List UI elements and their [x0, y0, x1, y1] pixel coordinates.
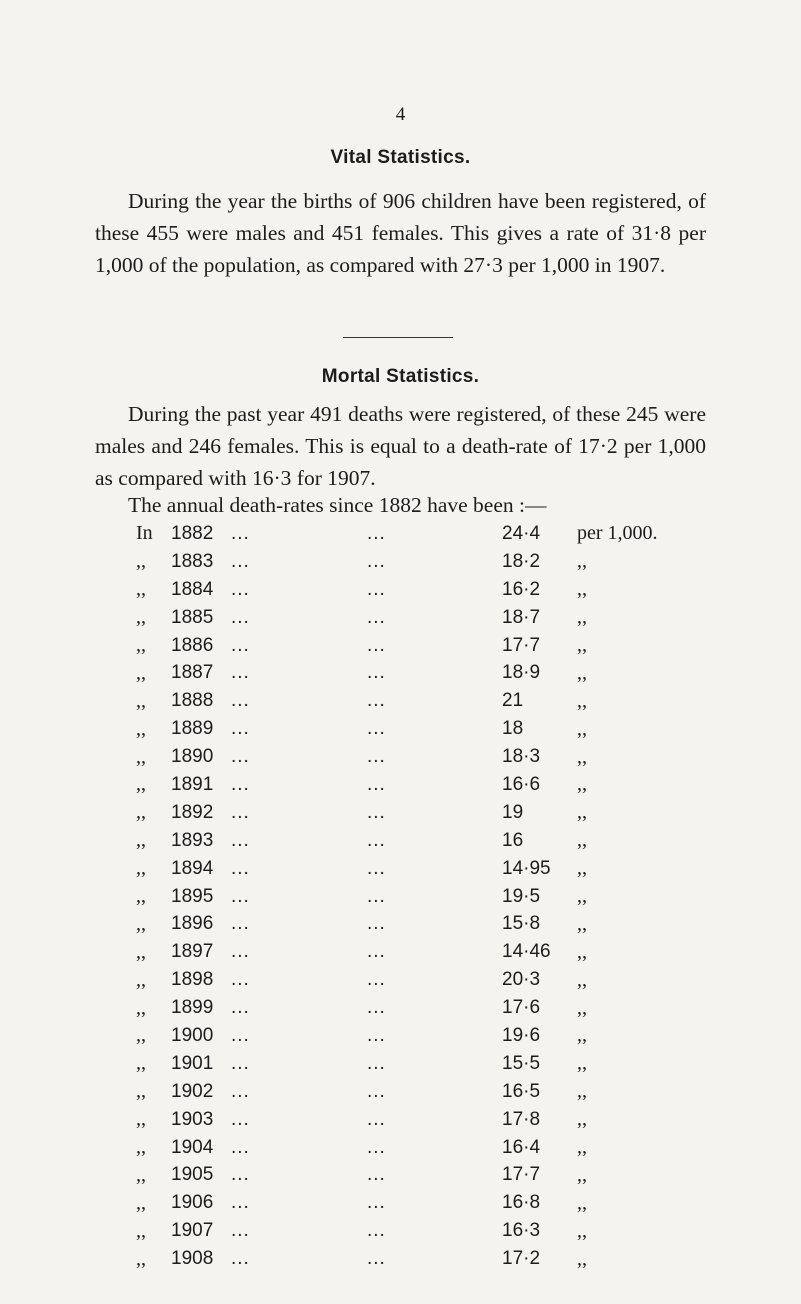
unit-cell: ,,: [577, 578, 587, 601]
row-prefix: ,,: [136, 1024, 146, 1047]
leader-dots: ...: [367, 1108, 386, 1130]
year-cell: 1882: [171, 522, 214, 544]
year-cell: 1908: [171, 1248, 214, 1270]
rate-cell: 17·8: [502, 1108, 541, 1130]
unit-cell: ,,: [577, 689, 587, 712]
table-row: [136, 1217, 658, 1245]
year-cell: 1905: [171, 1164, 214, 1186]
table-row: [136, 994, 658, 1022]
year-cell: 1898: [171, 969, 214, 991]
leader-dots: ...: [231, 997, 250, 1019]
table-row: [136, 883, 658, 911]
rate-cell: 16·5: [502, 1080, 541, 1102]
table-row: [136, 604, 658, 632]
rate-cell: 18·7: [502, 606, 541, 628]
unit-cell: ,,: [577, 1247, 587, 1270]
row-prefix: ,,: [136, 829, 146, 852]
rate-cell: 21: [502, 690, 524, 712]
unit-cell: ,,: [577, 1024, 587, 1047]
mortal-statistics-heading: Mortal Statistics.: [321, 366, 480, 387]
leader-dots: ...: [367, 941, 386, 963]
table-row: [136, 548, 658, 576]
row-prefix: ,,: [136, 996, 146, 1019]
unit-cell: ,,: [577, 634, 587, 656]
leader-dots: ...: [231, 1192, 250, 1214]
year-cell: 1892: [171, 801, 214, 823]
leader-dots: ...: [231, 690, 250, 712]
table-row: [136, 632, 658, 660]
unit-cell: ,,: [577, 885, 587, 908]
leader-dots: ...: [367, 690, 386, 712]
year-cell: 1890: [171, 746, 214, 768]
year-cell: 1886: [171, 634, 214, 656]
row-prefix: ,,: [136, 885, 146, 908]
leader-dots: ...: [367, 1248, 386, 1270]
unit-cell: ,,: [577, 1052, 587, 1075]
rate-cell: 14·95: [502, 857, 551, 879]
leader-dots: ...: [231, 718, 250, 740]
row-prefix: ,,: [136, 1219, 146, 1242]
year-cell: 1907: [171, 1220, 214, 1242]
leader-dots: ...: [367, 522, 386, 544]
row-prefix: ,,: [136, 968, 146, 991]
table-row: [136, 1022, 658, 1050]
rate-cell: 15·5: [502, 1052, 541, 1074]
leader-dots: ...: [231, 913, 250, 935]
table-row: [136, 576, 658, 604]
table-row: [136, 1189, 658, 1217]
row-prefix: ,,: [136, 634, 146, 656]
leader-dots: ...: [367, 746, 386, 768]
rate-cell: 14·46: [502, 941, 551, 963]
row-prefix: ,,: [136, 550, 146, 573]
unit-cell: ,,: [577, 661, 587, 684]
table-row: [136, 1134, 658, 1162]
leader-dots: ...: [367, 578, 386, 600]
year-cell: 1900: [171, 1024, 214, 1046]
year-cell: 1885: [171, 606, 214, 628]
leader-dots: ...: [231, 746, 250, 768]
leader-dots: ...: [231, 969, 250, 991]
year-cell: 1906: [171, 1192, 214, 1214]
table-row: [136, 966, 658, 994]
table-row: [136, 938, 658, 966]
unit-cell: ,,: [577, 1080, 587, 1103]
leader-dots: ...: [231, 662, 250, 684]
leader-dots: ...: [231, 1024, 250, 1046]
leader-dots: ...: [231, 522, 250, 544]
leader-dots: ...: [231, 857, 250, 879]
leader-dots: ...: [231, 885, 250, 907]
table-row: [136, 1078, 658, 1106]
leader-dots: ...: [367, 913, 386, 935]
rate-cell: 18·3: [502, 746, 541, 768]
leader-dots: ...: [231, 634, 250, 656]
rate-cell: 19: [502, 801, 524, 823]
leader-dots: ...: [367, 1080, 386, 1102]
row-prefix: ,,: [136, 745, 146, 768]
unit-cell: ,,: [577, 912, 587, 935]
leader-dots: ...: [367, 773, 386, 795]
year-cell: 1891: [171, 773, 214, 795]
rate-cell: 17·2: [502, 1248, 541, 1270]
row-prefix: ,,: [136, 1080, 146, 1103]
leader-dots: ...: [231, 801, 250, 823]
leader-dots: ...: [231, 1164, 250, 1186]
unit-cell: ,,: [577, 829, 587, 852]
year-cell: 1903: [171, 1108, 214, 1130]
leader-dots: ...: [367, 997, 386, 1019]
vital-statistics-paragraph: During the year the births of 906 children have been registered, of these 455 were males and 451 females. This gives a rate of 31·8 per 1,000 of the population, as compared with 27·3 per 1,000 in 1907.: [95, 189, 706, 277]
rate-cell: 16·2: [502, 578, 541, 600]
unit-cell: ,,: [577, 996, 587, 1019]
unit-cell: per 1,000.: [577, 522, 658, 545]
leader-dots: ...: [231, 1052, 250, 1074]
rate-cell: 17·6: [502, 997, 541, 1019]
leader-dots: ...: [231, 1108, 250, 1130]
leader-dots: ...: [367, 1192, 386, 1214]
unit-cell: ,,: [577, 1191, 587, 1214]
unit-cell: ,,: [577, 801, 587, 824]
rate-cell: 20·3: [502, 969, 541, 991]
row-prefix: ,,: [136, 1163, 146, 1186]
unit-cell: ,,: [577, 717, 587, 740]
rate-cell: 24·4: [502, 522, 541, 544]
unit-cell: ,,: [577, 1219, 587, 1242]
year-cell: 1893: [171, 829, 214, 851]
table-row: [136, 910, 658, 938]
leader-dots: ...: [231, 550, 250, 572]
vital-statistics-heading: Vital Statistics.: [330, 147, 471, 168]
unit-cell: ,,: [577, 550, 587, 573]
rate-cell: 16·8: [502, 1192, 541, 1214]
section-divider: [343, 337, 453, 338]
leader-dots: ...: [367, 801, 386, 823]
year-cell: 1894: [171, 857, 214, 879]
leader-dots: ...: [231, 606, 250, 628]
page-number: 4: [395, 104, 406, 125]
row-prefix: ,,: [136, 940, 146, 963]
unit-cell: ,,: [577, 940, 587, 963]
row-prefix: ,,: [136, 578, 146, 601]
table-intro: The annual death-rates since 1882 have been :—: [128, 493, 547, 517]
unit-cell: ,,: [577, 1108, 587, 1131]
unit-cell: ,,: [577, 1136, 587, 1159]
leader-dots: ...: [231, 829, 250, 851]
row-prefix: ,,: [136, 912, 146, 935]
rate-cell: 18·2: [502, 550, 541, 572]
rate-cell: 16: [502, 829, 524, 851]
row-prefix: ,,: [136, 1108, 146, 1131]
rate-cell: 18·9: [502, 662, 541, 684]
leader-dots: ...: [231, 941, 250, 963]
row-prefix: ,,: [136, 661, 146, 684]
leader-dots: ...: [367, 1136, 386, 1158]
rate-cell: 17·7: [502, 634, 541, 656]
table-row: [136, 1245, 658, 1273]
table-row: [136, 659, 658, 687]
row-prefix: ,,: [136, 773, 146, 796]
table-row: [136, 799, 658, 827]
rate-cell: 19·5: [502, 885, 541, 907]
rate-cell: 16·3: [502, 1220, 541, 1242]
year-cell: 1895: [171, 885, 214, 907]
rate-cell: 16·4: [502, 1136, 541, 1158]
leader-dots: ...: [367, 857, 386, 879]
table-row: [136, 771, 658, 799]
leader-dots: ...: [367, 1164, 386, 1186]
leader-dots: ...: [231, 1248, 250, 1270]
rate-cell: 16·6: [502, 773, 541, 795]
death-rates-table: [136, 520, 658, 1273]
row-prefix: ,,: [136, 1136, 146, 1159]
table-row: [136, 715, 658, 743]
table-row: [136, 743, 658, 771]
leader-dots: ...: [367, 634, 386, 656]
unit-cell: ,,: [577, 606, 587, 629]
year-cell: 1884: [171, 578, 214, 600]
rate-cell: 17·7: [502, 1164, 541, 1186]
year-cell: 1887: [171, 662, 214, 684]
table-row: [136, 687, 658, 715]
table-row: [136, 855, 658, 883]
unit-cell: ,,: [577, 1163, 587, 1186]
row-prefix: In: [136, 522, 153, 545]
row-prefix: ,,: [136, 1052, 146, 1075]
year-cell: 1899: [171, 997, 214, 1019]
unit-cell: ,,: [577, 857, 587, 880]
row-prefix: ,,: [136, 606, 146, 629]
leader-dots: ...: [367, 1052, 386, 1074]
leader-dots: ...: [367, 718, 386, 740]
leader-dots: ...: [231, 578, 250, 600]
unit-cell: ,,: [577, 745, 587, 768]
table-row: [136, 827, 658, 855]
table-row: [136, 1161, 658, 1189]
leader-dots: ...: [367, 1220, 386, 1242]
unit-cell: ,,: [577, 773, 587, 796]
year-cell: 1889: [171, 718, 214, 740]
leader-dots: ...: [231, 1080, 250, 1102]
row-prefix: ,,: [136, 1191, 146, 1214]
leader-dots: ...: [231, 1136, 250, 1158]
unit-cell: ,,: [577, 968, 587, 991]
row-prefix: ,,: [136, 801, 146, 824]
leader-dots: ...: [231, 1220, 250, 1242]
year-cell: 1883: [171, 550, 214, 572]
table-row: [136, 1106, 658, 1134]
year-cell: 1901: [171, 1052, 214, 1074]
rate-cell: 18: [502, 718, 524, 740]
leader-dots: ...: [367, 662, 386, 684]
row-prefix: ,,: [136, 857, 146, 880]
rate-cell: 19·6: [502, 1024, 541, 1046]
year-cell: 1888: [171, 690, 214, 712]
row-prefix: ,,: [136, 717, 146, 740]
table-row: [136, 520, 658, 548]
year-cell: 1904: [171, 1136, 214, 1158]
year-cell: 1902: [171, 1080, 214, 1102]
leader-dots: ...: [367, 606, 386, 628]
year-cell: 1897: [171, 941, 214, 963]
year-cell: 1896: [171, 913, 214, 935]
row-prefix: ,,: [136, 689, 146, 712]
row-prefix: ,,: [136, 1247, 146, 1270]
leader-dots: ...: [231, 773, 250, 795]
rate-cell: 15·8: [502, 913, 541, 935]
mortal-statistics-paragraph: During the past year 491 deaths were registered, of these 245 were males and 246 females. This is equal to a death-rate of 17·2 per 1,000 as compared with 16·3 for 1907.: [95, 402, 706, 490]
leader-dots: ...: [367, 885, 386, 907]
leader-dots: ...: [367, 829, 386, 851]
leader-dots: ...: [367, 1024, 386, 1046]
leader-dots: ...: [367, 969, 386, 991]
leader-dots: ...: [367, 550, 386, 572]
table-row: [136, 1050, 658, 1078]
